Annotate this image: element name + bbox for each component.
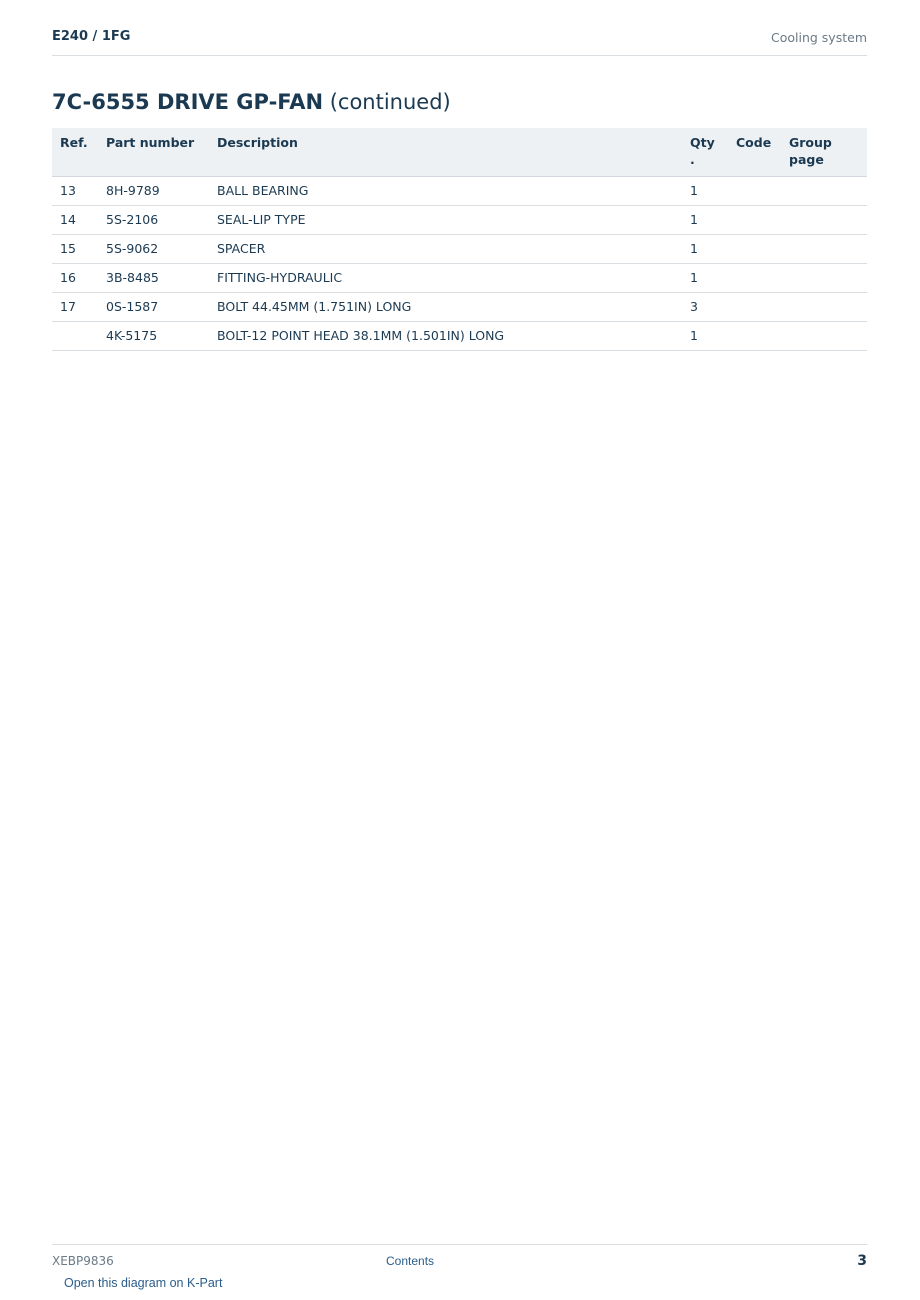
kpart-link[interactable]: Open this diagram on K-Part — [64, 1276, 223, 1290]
cell-qty: 3 — [682, 293, 728, 322]
cell-part-number: 0S-1587 — [98, 293, 209, 322]
cell-group-page — [781, 293, 867, 322]
cell-description: BOLT 44.45MM (1.751IN) LONG — [209, 293, 682, 322]
parts-table-body — [52, 177, 867, 351]
col-qty-line2: . — [690, 152, 695, 167]
model-label: E240 / 1FG — [52, 29, 131, 44]
cell-ref — [52, 322, 98, 351]
cell-qty: 1 — [682, 235, 728, 264]
cell-part-number: 3B-8485 — [98, 264, 209, 293]
cell-description: BOLT-12 POINT HEAD 38.1MM (1.501IN) LONG — [209, 322, 682, 351]
cell-code — [728, 322, 781, 351]
cell-code — [728, 206, 781, 235]
cell-ref: 16 — [52, 264, 98, 293]
cell-description: BALL BEARING — [209, 177, 682, 206]
cell-group-page — [781, 177, 867, 206]
header-row — [52, 128, 867, 177]
cell-qty: 1 — [682, 206, 728, 235]
col-qty — [682, 128, 728, 177]
doc-id: XEBP9836 — [52, 1254, 114, 1268]
page-header — [52, 28, 867, 56]
cell-code — [728, 177, 781, 206]
cell-part-number: 5S-9062 — [98, 235, 209, 264]
table-row — [52, 293, 867, 322]
cell-group-page — [781, 264, 867, 293]
table-row — [52, 177, 867, 206]
cell-group-page — [781, 322, 867, 351]
table-row — [52, 264, 867, 293]
cell-part-number: 4K-5175 — [98, 322, 209, 351]
cell-description: FITTING-HYDRAULIC — [209, 264, 682, 293]
cell-code — [728, 264, 781, 293]
col-qty-line1: Qty — [690, 135, 715, 150]
section-label: Cooling system — [771, 30, 867, 45]
col-ref: Ref. — [52, 128, 98, 177]
col-group-line1: Group — [789, 135, 832, 150]
col-description: Description — [209, 128, 682, 177]
title-suffix: (continued) — [323, 90, 451, 114]
col-code: Code — [728, 128, 781, 177]
cell-ref: 15 — [52, 235, 98, 264]
page-title — [52, 90, 451, 114]
col-group-line2: page — [789, 152, 824, 167]
title-part-number: 7C-6555 DRIVE GP-FAN — [52, 90, 324, 114]
cell-qty: 1 — [682, 264, 728, 293]
contents-link[interactable]: Contents — [386, 1254, 435, 1268]
cell-code — [728, 293, 781, 322]
col-group-page — [781, 128, 867, 177]
cell-ref: 14 — [52, 206, 98, 235]
cell-group-page — [781, 206, 867, 235]
cell-code — [728, 235, 781, 264]
cell-description: SPACER — [209, 235, 682, 264]
cell-description: SEAL-LIP TYPE — [209, 206, 682, 235]
cell-part-number: 5S-2106 — [98, 206, 209, 235]
page-footer — [52, 1244, 867, 1275]
page-number: 3 — [857, 1253, 867, 1269]
cell-ref: 13 — [52, 177, 98, 206]
cell-ref: 17 — [52, 293, 98, 322]
table-row — [52, 235, 867, 264]
cell-part-number: 8H-9789 — [98, 177, 209, 206]
parts-table-header — [52, 128, 867, 177]
cell-qty: 1 — [682, 177, 728, 206]
cell-qty: 1 — [682, 322, 728, 351]
table-row — [52, 322, 867, 351]
table-row — [52, 206, 867, 235]
col-part-number: Part number — [98, 128, 209, 177]
parts-table — [52, 128, 867, 351]
cell-group-page — [781, 235, 867, 264]
